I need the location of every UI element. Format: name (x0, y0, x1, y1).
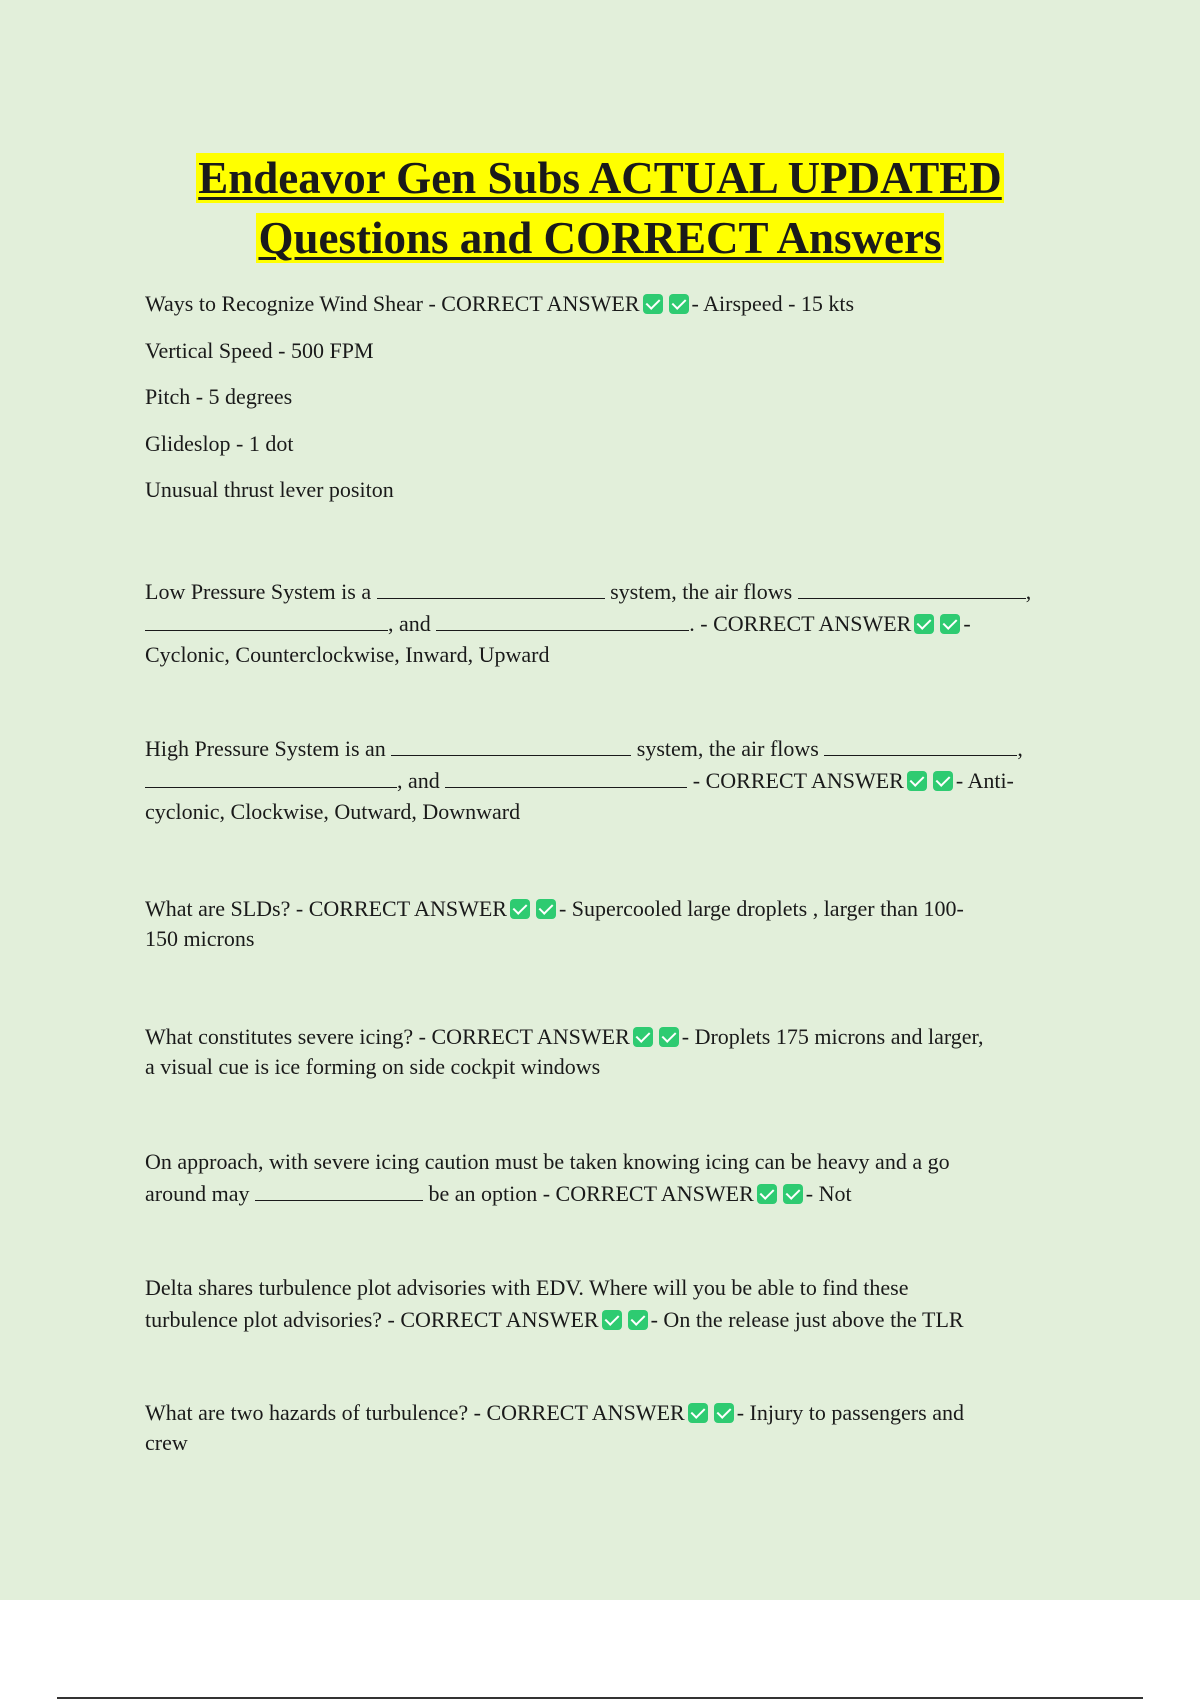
fill-blank (436, 610, 689, 631)
check-mark-icon (914, 614, 934, 634)
question-text: High Pressure System is an (145, 735, 386, 761)
fill-blank (145, 610, 388, 631)
check-mark-icon (669, 294, 689, 314)
answer-text: - Not (805, 1180, 852, 1206)
check-mark-icon (510, 899, 530, 919)
answer-text: - Airspeed - 15 kts (691, 291, 855, 316)
qa-item-severe-icing (145, 1022, 1085, 1082)
question-text: , and (397, 767, 440, 793)
question-text: system, the air flows (610, 578, 793, 604)
check-mark-icon (783, 1184, 803, 1204)
answer-text: 150 microns (145, 925, 255, 951)
answer-line: Unusual thrust lever positon (145, 477, 394, 502)
fill-blank (377, 578, 605, 599)
qa-content (145, 281, 1085, 1458)
question-text: around may (145, 1180, 250, 1206)
qa-item-low-pressure (145, 576, 1085, 670)
check-mark-icon (643, 294, 663, 314)
answer-text: - Supercooled large droplets , larger than 100- (558, 895, 964, 921)
answer-text: crew (145, 1429, 188, 1455)
question-text: What are two hazards of turbulence? - CORRECT ANSWER (145, 1399, 685, 1425)
qa-item-turbulence-advisories (145, 1272, 1085, 1336)
check-mark-icon (602, 1310, 622, 1330)
check-mark-icon (688, 1403, 708, 1423)
question-text: . - CORRECT ANSWER (689, 610, 912, 636)
qa-item-wind-shear (145, 281, 1085, 328)
fill-blank (445, 767, 687, 788)
check-mark-icon (933, 771, 953, 791)
question-text: system, the air flows (636, 735, 819, 761)
fill-blank (391, 735, 631, 756)
check-mark-icon (714, 1403, 734, 1423)
title-line-2: Questions and CORRECT Answers (258, 213, 942, 263)
answer-text: - On the release just above the TLR (650, 1306, 964, 1332)
answer-text: - Droplets 175 microns and larger, (681, 1023, 984, 1049)
question-text: What constitutes severe icing? - CORRECT ANSWER (145, 1023, 630, 1049)
fill-blank (824, 735, 1017, 756)
qa-item-slds (145, 894, 1085, 954)
question-text: - CORRECT ANSWER (692, 767, 904, 793)
title-line-1: Endeavor Gen Subs ACTUAL UPDATED (198, 153, 1002, 203)
question-text: be an option - CORRECT ANSWER (428, 1180, 754, 1206)
question-text: , (1025, 578, 1032, 604)
answer-text: cyclonic, Clockwise, Outward, Downward (145, 798, 521, 824)
check-mark-icon (907, 771, 927, 791)
question-text: What are SLDs? - CORRECT ANSWER (145, 895, 507, 921)
answer-line: Glideslop - 1 dot (145, 430, 294, 456)
fill-blank (255, 1180, 423, 1201)
question-text: Delta shares turbulence plot advisories with EDV. Where will you be able to find these (145, 1274, 909, 1300)
qa-item-turbulence-hazards (145, 1398, 1085, 1458)
question-text: , (1017, 735, 1023, 761)
question-text: turbulence plot advisories? - CORRECT ANSWER (145, 1306, 599, 1332)
check-mark-icon (757, 1184, 777, 1204)
check-mark-icon (659, 1027, 679, 1047)
question-text: - Anti- (955, 767, 1014, 793)
check-mark-icon (633, 1027, 653, 1047)
fill-blank (798, 578, 1026, 599)
question-text: , and (388, 610, 431, 636)
answer-text: - Injury to passengers and (736, 1399, 964, 1425)
check-mark-icon (628, 1310, 648, 1330)
document-title (0, 148, 1200, 268)
check-mark-icon (940, 614, 960, 634)
answer-text: Cyclonic, Counterclockwise, Inward, Upward (145, 641, 550, 667)
question-text: On approach, with severe icing caution must be taken knowing icing can be heavy and a go (145, 1148, 950, 1174)
qa-item-high-pressure (145, 733, 1085, 827)
answer-text: a visual cue is ice forming on side cockpit windows (145, 1053, 601, 1079)
fill-blank (145, 767, 397, 788)
question-text: Ways to Recognize Wind Shear - CORRECT ANSWER (145, 291, 640, 316)
question-text: Low Pressure System is a (145, 578, 372, 604)
qa-item-approach-icing (145, 1146, 1085, 1210)
question-text: - (963, 610, 971, 636)
footer-divider (57, 1697, 1143, 1699)
check-mark-icon (536, 899, 556, 919)
answer-line: Pitch - 5 degrees (145, 384, 293, 409)
answer-line: Vertical Speed - 500 FPM (145, 337, 374, 363)
